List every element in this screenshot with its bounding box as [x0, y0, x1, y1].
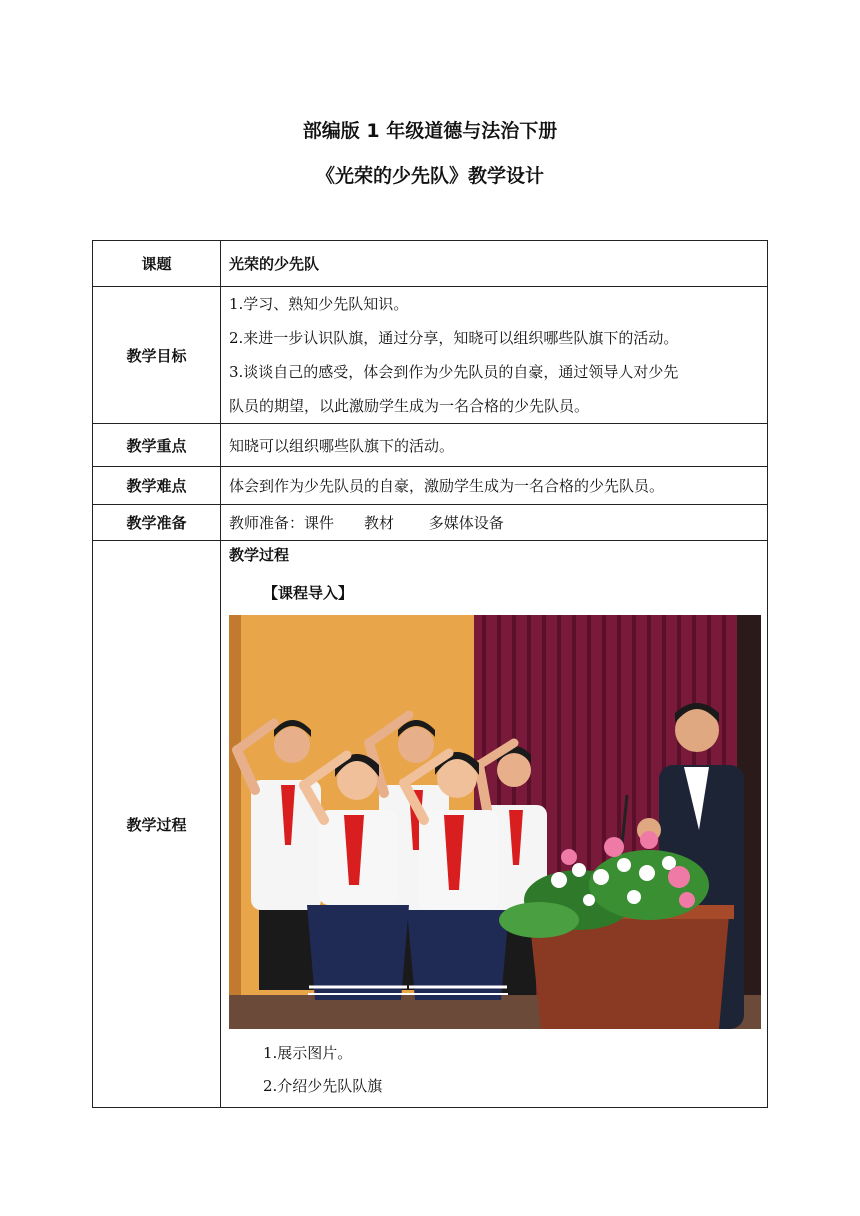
- row-difficulty: [93, 467, 768, 505]
- row-key-point: [93, 424, 768, 467]
- process-content: [221, 541, 768, 1108]
- topic-value: 光荣的少先队: [221, 241, 768, 287]
- step-1: 1.展示图片。: [263, 1044, 353, 1062]
- label-topic: 课题: [93, 241, 221, 287]
- label-difficulty: 教学难点: [93, 467, 221, 505]
- process-heading: 教学过程: [229, 546, 290, 564]
- step-2: 2.介绍少先队队旗: [263, 1077, 383, 1095]
- document-subtitle: 《光荣的少先队》教学设计: [315, 165, 544, 187]
- goal-line-4: 队员的期望，以此激励学生成为一名合格的少先队员。: [229, 397, 590, 415]
- goal-line-3: 3.谈谈自己的感受，体会到作为少先队员的自豪，通过领导人对少先: [229, 363, 679, 381]
- young-pioneers-photo: [229, 615, 761, 1029]
- label-goals: 教学目标: [93, 287, 221, 424]
- row-preparation: [93, 505, 768, 541]
- label-process: 教学过程: [93, 541, 221, 1108]
- document-title: 部编版 1 年级道德与法治下册: [302, 120, 558, 142]
- goal-line-1: 1.学习、熟知少先队知识。: [229, 295, 409, 313]
- lesson-plan-table: [92, 240, 768, 1108]
- difficulty-value: 体会到作为少先队员的自豪，激励学生成为一名合格的少先队员。: [221, 467, 768, 505]
- row-process: [93, 541, 768, 1108]
- goal-line-2: 2.来进一步认识队旗，通过分享，知晓可以组织哪些队旗下的活动。: [229, 329, 679, 347]
- label-preparation: 教学准备: [93, 505, 221, 541]
- label-key-point: 教学重点: [93, 424, 221, 467]
- row-goals: [93, 287, 768, 424]
- preparation-value: 教师准备：课件 教材 多媒体设备: [221, 505, 768, 541]
- key-point-value: 知晓可以组织哪些队旗下的活动。: [221, 424, 768, 467]
- goals-content: [221, 287, 768, 424]
- row-topic: [93, 241, 768, 287]
- course-intro-heading: 【课程导入】: [263, 584, 354, 602]
